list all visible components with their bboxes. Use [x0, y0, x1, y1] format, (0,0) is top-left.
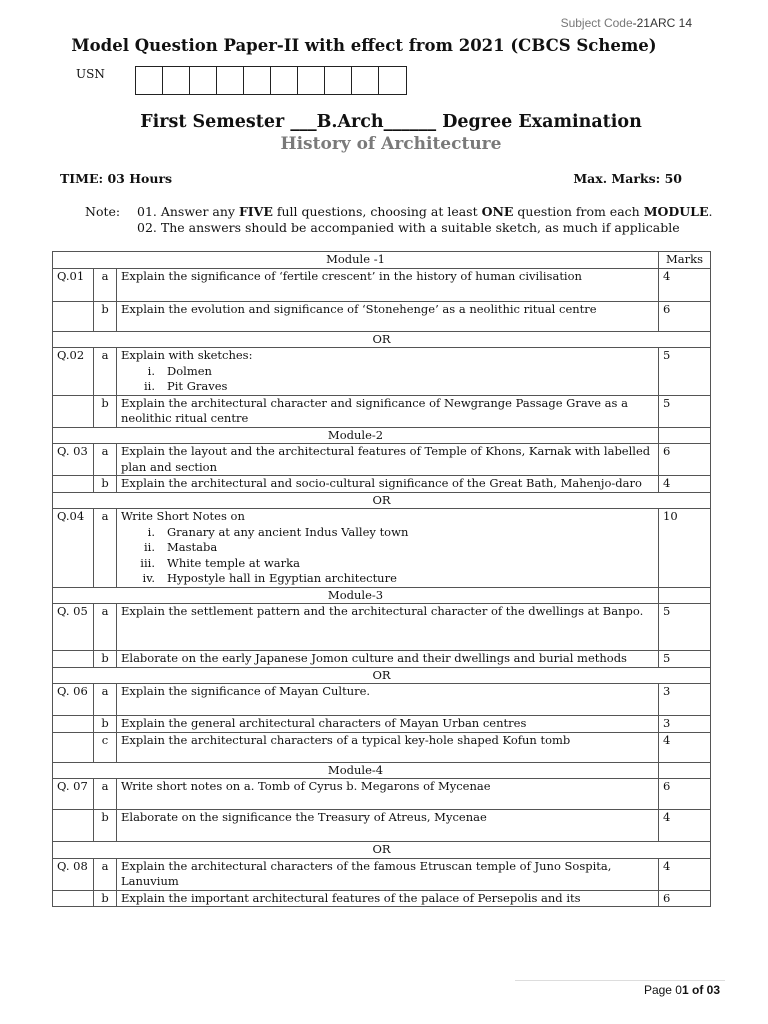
sub-label: a: [94, 684, 117, 716]
note-text: 01. Answer any: [137, 204, 239, 219]
module-row: [53, 762, 711, 779]
question-marks: 5: [659, 348, 711, 396]
or-row: [53, 492, 711, 509]
list-item-number: i.: [147, 363, 155, 378]
question-marks: 4: [659, 858, 711, 890]
note-text: question from each: [513, 204, 644, 219]
or-label: OR: [53, 331, 711, 348]
question-text: Explain the architectural characters of the famous Etruscan temple of Juno Sospita, Lanuvium: [117, 858, 659, 890]
sub-label: c: [94, 732, 117, 762]
subject-code-value: -21ARC 14: [632, 16, 692, 30]
question-marks: 10: [659, 509, 711, 588]
exam-time: TIME: 03 Hours: [60, 171, 173, 186]
sub-label: a: [94, 604, 117, 651]
question-text: Write short notes on a. Tomb of Cyrus b. Megarons of Mycenae: [117, 779, 659, 810]
subject-code-label: Subject Code: [560, 16, 633, 30]
note-emphasis: MODULE: [643, 204, 709, 219]
question-marks: 5: [659, 604, 711, 651]
sub-label: a: [94, 348, 117, 396]
table-row: [53, 890, 711, 907]
question-number-blank: [53, 301, 94, 331]
question-number: Q. 05: [53, 604, 94, 651]
max-marks: Max. Marks: 50: [573, 171, 682, 186]
note-text: .: [708, 204, 713, 219]
question-number: Q. 08: [53, 858, 94, 890]
question-number: Q. 06: [53, 684, 94, 716]
question-marks: 6: [659, 779, 711, 810]
sub-item-list: [121, 364, 654, 395]
question-text: Explain the architectural characters of a typical key-hole shaped Kofun tomb: [117, 732, 659, 762]
module-row: [53, 252, 711, 269]
question-text: Explain the general architectural characters of Mayan Urban centres: [117, 716, 659, 733]
table-row: [53, 604, 711, 651]
table-row: [53, 395, 711, 427]
table-row: [53, 301, 711, 331]
usn-box[interactable]: [190, 67, 217, 94]
module-marks-blank: [659, 427, 711, 444]
table-row: [53, 858, 711, 890]
usn-box[interactable]: [217, 67, 244, 94]
sub-label: b: [94, 301, 117, 331]
question-number-blank: [53, 810, 94, 842]
question-marks: 6: [659, 890, 711, 907]
list-item: [125, 525, 654, 541]
list-item-number: ii.: [143, 379, 155, 393]
table-row: [53, 684, 711, 716]
usn-box[interactable]: [379, 67, 406, 94]
question-marks: 6: [659, 444, 711, 476]
question-text-cell: [117, 348, 659, 396]
list-item: [125, 540, 654, 556]
question-text: Explain the significance of Mayan Culture.: [117, 684, 659, 716]
usn-box[interactable]: [271, 67, 298, 94]
sub-label: a: [94, 858, 117, 890]
list-item-number: i.: [147, 524, 155, 539]
question-text: Explain the settlement pattern and the architectural character of the dwellings at Banpo.: [117, 604, 659, 651]
module-row: [53, 587, 711, 604]
question-number-blank: [53, 732, 94, 762]
usn-box[interactable]: [244, 67, 271, 94]
table-row: [53, 348, 711, 396]
page-number-prefix: Page 0: [643, 983, 682, 997]
question-marks: 3: [659, 716, 711, 733]
question-marks: 4: [659, 810, 711, 842]
module-heading: Module-4: [53, 762, 659, 779]
or-row: [53, 667, 711, 684]
sub-label: a: [94, 509, 117, 588]
usn-boxes: [135, 66, 407, 95]
module-marks-blank: [659, 587, 711, 604]
note-label: Note:: [85, 204, 121, 219]
question-number-blank: [53, 716, 94, 733]
table-row: [53, 810, 711, 842]
or-label: OR: [53, 667, 711, 684]
exam-title: First Semester ___B.Arch______ Degree Examination: [140, 112, 642, 132]
question-number-blank: [53, 476, 94, 493]
question-number: Q.02: [53, 348, 94, 396]
or-row: [53, 331, 711, 348]
note-emphasis: FIVE: [238, 204, 273, 219]
paper-title: Model Question Paper-II with effect from 2021 (CBCS Scheme): [71, 36, 657, 55]
question-text: Elaborate on the significance the Treasury of Atreus, Mycenae: [117, 810, 659, 842]
list-item-text: Pit Graves: [167, 379, 228, 393]
question-text: Explain the evolution and significance of ‘Stonehenge’ as a neolithic ritual centre: [117, 301, 659, 331]
table-row: [53, 444, 711, 476]
list-item: [125, 571, 654, 587]
question-number: Q. 03: [53, 444, 94, 476]
table-row: [53, 732, 711, 762]
list-item-text: Dolmen: [167, 363, 212, 378]
page-number-value: 1 of 03: [681, 983, 720, 997]
question-number: Q. 07: [53, 779, 94, 810]
usn-box[interactable]: [298, 67, 325, 94]
or-label: OR: [53, 492, 711, 509]
question-text: Explain with sketches:: [121, 348, 253, 362]
question-marks: 5: [659, 395, 711, 427]
module-heading: Module-3: [53, 587, 659, 604]
question-marks: 4: [659, 476, 711, 493]
question-number-blank: [53, 890, 94, 907]
list-item-text: Granary at any ancient Indus Valley town: [167, 524, 409, 539]
sub-label: b: [94, 716, 117, 733]
or-row: [53, 842, 711, 859]
note-lines: [137, 204, 712, 236]
table-row: [53, 268, 711, 301]
sub-label: b: [94, 476, 117, 493]
question-marks: 4: [659, 732, 711, 762]
sub-label: b: [94, 890, 117, 907]
module-row: [53, 427, 711, 444]
question-number-blank: [53, 395, 94, 427]
table-row: [53, 476, 711, 493]
list-item-number: ii.: [143, 540, 155, 554]
question-marks: 4: [659, 268, 711, 301]
question-text: Write Short Notes on: [121, 509, 245, 523]
sub-label: b: [94, 395, 117, 427]
question-table: [52, 251, 711, 907]
note-text: full questions, choosing at least: [272, 204, 482, 219]
list-item: [125, 556, 654, 572]
sub-label: a: [94, 779, 117, 810]
table-row: [53, 779, 711, 810]
note-line-2: 02. The answers should be accompanied with a suitable sketch, as much if applicable: [137, 220, 680, 235]
usn-box[interactable]: [325, 67, 352, 94]
question-text: Elaborate on the early Japanese Jomon culture and their dwellings and burial methods: [117, 651, 659, 668]
sub-label: a: [94, 268, 117, 301]
page-number: [644, 983, 720, 997]
question-number: Q.01: [53, 268, 94, 301]
note-emphasis: ONE: [481, 204, 514, 219]
table-row: [53, 716, 711, 733]
question-text: Explain the architectural character and significance of Newgrange Passage Grave as a neolithic ritual centre: [117, 395, 659, 427]
question-text: Explain the layout and the architectural features of Temple of Khons, Karnak with labelled plan and section: [117, 444, 659, 476]
list-item-number: iii.: [140, 555, 155, 570]
module-marks-blank: [659, 762, 711, 779]
module-heading: Module -1: [53, 252, 659, 269]
sub-item-list: [121, 525, 654, 587]
subject-code: [561, 16, 692, 30]
question-marks: 5: [659, 651, 711, 668]
list-item-text: White temple at warka: [167, 555, 300, 570]
usn-box[interactable]: [136, 67, 163, 94]
sub-label: b: [94, 810, 117, 842]
question-text: Explain the significance of ‘fertile crescent’ in the history of human civilisation: [117, 268, 659, 301]
question-text-cell: [117, 509, 659, 588]
usn-label: USN: [76, 67, 105, 81]
question-number: Q.04: [53, 509, 94, 588]
list-item-number: iv.: [142, 571, 155, 585]
or-label: OR: [53, 842, 711, 859]
question-text: Explain the important architectural features of the palace of Persepolis and its: [117, 890, 659, 907]
table-row: [53, 651, 711, 668]
question-marks: 6: [659, 301, 711, 331]
subject-name: History of Architecture: [280, 134, 502, 154]
table-row: [53, 509, 711, 588]
note-line-1: [137, 204, 712, 220]
usn-box[interactable]: [352, 67, 379, 94]
marks-header: Marks: [659, 252, 711, 269]
list-item: [125, 364, 654, 380]
question-text: Explain the architectural and socio-cultural significance of the Great Bath, Mahenjo-daro: [117, 476, 659, 493]
usn-box[interactable]: [163, 67, 190, 94]
list-item: [125, 379, 654, 395]
question-number-blank: [53, 651, 94, 668]
question-marks: 3: [659, 684, 711, 716]
module-heading: Module-2: [53, 427, 659, 444]
list-item-text: Hypostyle hall in Egyptian architecture: [167, 571, 397, 585]
footer-divider: [515, 980, 725, 981]
list-item-text: Mastaba: [167, 540, 218, 554]
sub-label: b: [94, 651, 117, 668]
sub-label: a: [94, 444, 117, 476]
